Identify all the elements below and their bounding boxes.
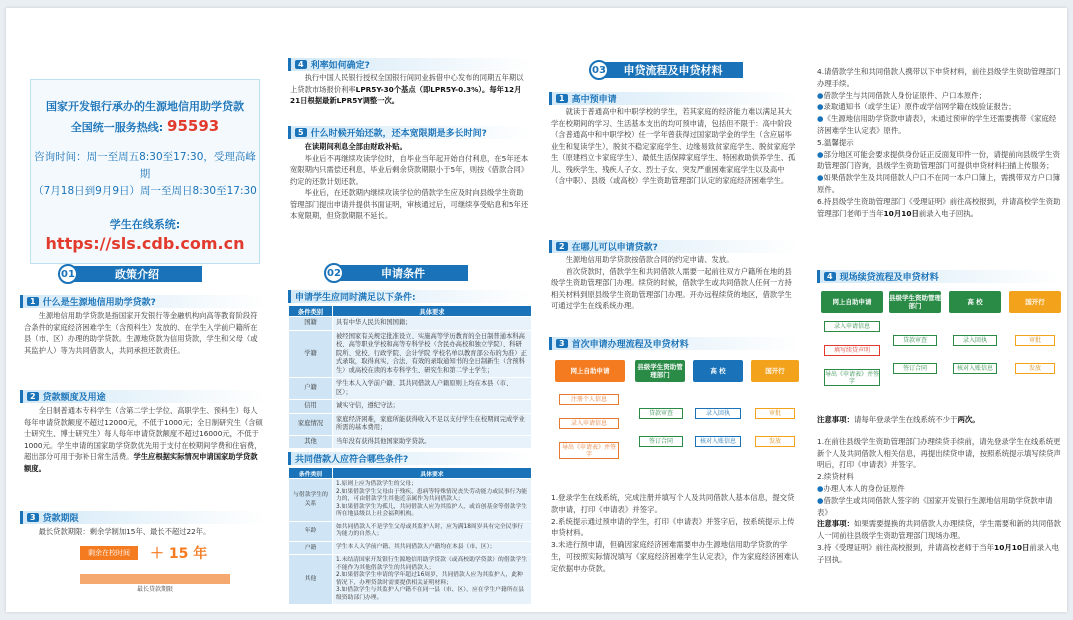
sub-number: 4 (295, 60, 307, 69)
sub-heading-coborrower (288, 452, 532, 465)
sub-heading-where (549, 240, 799, 253)
row-value: 1.未结清国家开发银行生源地信用助学贷款（或高校助学贷款）的借款学生不能作为其他借款学生的共同借款人； 2.如果借款学生申请的学年超过16周岁，共同借款人应为其监护人，此种情况下，办理贷款时需要提供相关证明材料； 3.如借款学生与其监护人户籍不在同一县（市、区），应在学生户籍所在县级资助部门办理。 (333, 555, 532, 605)
bullet-icon: ● (817, 102, 824, 112)
sub-title: 什么时候开始还款，还本宽限期是多长时间? (310, 129, 487, 139)
sub-number: 2 (27, 392, 39, 401)
step-3-date: 10月10日 (994, 542, 1030, 552)
list-item (817, 495, 1061, 519)
amount-text-a: 全日制普通本专科学生（含第二学士学位、高职学生、预科生）每人每年申请贷款额度不超过12000元，不低于1000元；全日制研究生（含硕士研究生、博士研究生）每人每年申请贷款额度不超过16000元，不低于1000元。学生申请的国家助学贷款优先用于支付在校期间学费和住宿费，超出部分可用于弥补日常生活费。 (24, 406, 263, 461)
list-item (817, 172, 1061, 196)
section-number: 02 (324, 263, 344, 283)
max-term-bar (80, 574, 230, 584)
bullet-icon: ● (817, 114, 824, 124)
row-value: 1.原则上应为借款学生的父母； 2.如果借款学生父母由于残疾、患病等特殊情况丧失劳动能力或民事行为能力的，可由借款学生其他近亲属作为共同借款人； 3.如果借款学生为孤儿，共同借款人应为其监护人，或首创基金等借款学生所在地县级以上社会福利机构。 (333, 479, 532, 522)
step-3-c: 前录入电子回执。 (817, 542, 1059, 564)
flow-header: 国开行 (1009, 291, 1061, 313)
row-value: 学生本人入学前户籍、其共同借款人户籍均在本县（市、区）； (333, 541, 532, 555)
sub-title: 首次申请办理流程及申贷材料 (571, 340, 689, 350)
note-1 (817, 414, 1061, 426)
table-row (289, 479, 532, 522)
flow-step: 贷款审查 (639, 408, 683, 419)
term-diagram (80, 546, 230, 596)
row-value: 诚实守信，遵纪守法； (333, 400, 532, 414)
section-number: 01 (58, 264, 78, 284)
bullet-text: 办理人本人的身份证原件 (823, 483, 905, 493)
sub-heading-student-conditions (288, 290, 532, 303)
repay-lead-text: 在读期间利息全部由财政补贴。 (304, 142, 407, 151)
sub-title: 现场续贷流程及申贷材料 (839, 273, 939, 283)
sub-title: 贷款期限 (42, 514, 79, 524)
renewal-step-2: 2.续贷材料 (817, 472, 854, 482)
panel-process (541, 8, 806, 612)
row-key: 户籍 (289, 541, 333, 555)
sub-number: 1 (556, 94, 568, 103)
hotline-label: 全国统一服务热线: (70, 121, 164, 134)
row-key: 年龄 (289, 521, 333, 541)
flow-header: 网上自助申请 (555, 360, 625, 382)
table-row (289, 413, 532, 435)
section-label: 申请条件 (338, 265, 468, 281)
sub-title: 申请学生应同时满足以下条件: (295, 293, 416, 303)
flow-step: 导出《申请表》并签字 (825, 370, 880, 385)
sub-title: 利率如何确定? (310, 61, 370, 71)
flow-header: 高 校 (693, 360, 743, 382)
sub-number: 5 (295, 128, 307, 137)
sub-number: 4 (824, 272, 836, 281)
flow-step: 发放 (755, 436, 795, 447)
sub-number: 2 (556, 242, 568, 251)
repay-text-a: 毕业后不再继续攻读学位时，自毕业当年起开始自付利息，在5年还本宽限期内只需偿还利息，毕业后剩余贷款期限小于5年，则按《借款合同》约定的还款计划还款。 (290, 153, 529, 186)
table-row (289, 317, 532, 331)
bullet-icon: ● (817, 495, 824, 505)
bullet-text: 如果借款学生及共同借款人户口不在同一本户口簿上，需携带双方户口簿原件。 (817, 173, 1060, 194)
table-row (289, 330, 532, 378)
table-row (289, 435, 532, 449)
step-3-a: 3.持《受理证明》前往高校报到，并请高校老师于当年 (817, 542, 995, 552)
flow-header: 高 校 (949, 291, 1001, 313)
flow-step: 填写续贷声明 (824, 345, 880, 356)
note-text: 如果需要提换的共同借款人办理续贷，学生需要和新的共同借款人一同前往县级学生资助管理部门现场办理。 (817, 519, 1061, 541)
section-02-title (324, 263, 468, 283)
bullet-text: 录取通知书（或学生证）原件或学信网学籍在线验证报告； (823, 102, 1016, 112)
step-item: 2.系统提示通过预申请的学生，打印《申请表》并签字后，按系统提示上传申贷材料。 (551, 516, 795, 538)
sub-title: 贷款额度及用途 (42, 393, 106, 403)
row-key: 其他 (289, 435, 333, 449)
step-6 (817, 196, 1061, 220)
table-row (289, 400, 532, 414)
step-item: 1.登录学生在线系统，完成注册并填写个人及共同借款人基本信息，提交贷款申请，打印《申请表》并签字。 (551, 493, 795, 514)
web-url-link[interactable]: https://sls.cdb.com.cn (45, 234, 245, 253)
step-6-date: 10月10日 (883, 208, 919, 218)
note-text: 请每年登录学生在线系统不少于 (853, 415, 958, 424)
panel-conditions (282, 8, 536, 612)
rate-text (290, 72, 530, 107)
table-row (289, 378, 532, 400)
sub-number: 3 (556, 339, 568, 348)
bullet-icon: ● (817, 483, 824, 493)
contact-box (30, 79, 260, 264)
table-row (289, 541, 532, 555)
panel-materials (811, 8, 1067, 612)
row-value: 家庭经济困难，家庭所能获得收入不足以支付学生在校期间完成学业所需的基本费用； (333, 413, 532, 435)
section-03-title (589, 60, 743, 80)
rate-text-b: LPR5Y-30个基点（即LPR5Y-0.3%）。每年12月21日根据最新LPR5Y调整一次。 (290, 84, 522, 105)
amount-text (24, 405, 264, 474)
flow-step: 核对入账信息 (953, 363, 997, 374)
sub-heading-repay (288, 126, 532, 139)
section-number: 03 (589, 60, 609, 80)
repay-text (290, 141, 530, 222)
row-key: 学籍 (289, 330, 333, 378)
section-label: 政策介绍 (72, 266, 202, 282)
sub-number: 1 (27, 297, 39, 306)
sub-heading-pre-apply (549, 92, 799, 105)
coborrower-conditions-table (288, 467, 532, 605)
remaining-time-box: 剩余在校时间 (80, 546, 138, 560)
sub-heading-renewal (817, 270, 1061, 283)
row-value: 具有中华人民共和国国籍； (333, 317, 532, 331)
bullet-icon: ● (817, 90, 824, 100)
row-key: 户籍 (289, 378, 333, 400)
row-key: 其他 (289, 555, 333, 605)
where-text-a: 生源地信用助学贷款按借款合同的约定申请、发放。 (565, 255, 734, 264)
flow-step: 审批 (755, 408, 795, 419)
sub-heading-amount (20, 390, 266, 403)
hours-line-1: 咨询时间：周一至周五8:30至17:30，受理高峰期 (34, 151, 256, 180)
flow-header: 县级学生资助管理部门 (635, 360, 685, 382)
flow-step: 录入申请信息 (824, 321, 880, 332)
sub-number: 3 (27, 513, 39, 522)
col-header: 具体要求 (333, 468, 532, 479)
bullet-text: 借款学生与共同借款人身份证原件、户口本原件； (823, 90, 987, 100)
col-header: 具体要求 (333, 306, 532, 317)
list-item (817, 90, 1061, 102)
row-value: 学生本人入学前户籍、其共同借款人户籍原则上均在本县（市、区）； (333, 378, 532, 400)
step-6-c: 前录入电子回执。 (918, 208, 979, 218)
materials-list (817, 66, 1061, 219)
flow-step: 录入回执 (953, 335, 997, 346)
note-2 (817, 518, 1061, 542)
student-conditions-table (288, 305, 532, 449)
flow-step: 核对入账信息 (695, 436, 741, 447)
flow-step: 签订合同 (893, 363, 937, 374)
hotline-line (31, 117, 259, 135)
panel-policy (6, 8, 276, 612)
sub-title: 在哪儿可以申请贷款? (571, 243, 658, 253)
bullet-icon: ● (817, 149, 824, 159)
list-item (817, 149, 1061, 173)
sub-heading-what (20, 295, 266, 308)
flow-step: 导出《申请表》并签字 (559, 442, 619, 459)
amount-text-b: 学生应根据实际情况申请国家助学贷款额度。 (24, 452, 258, 473)
flow-header: 国开行 (751, 360, 799, 382)
row-key: 信用 (289, 400, 333, 414)
renewal-step-3 (817, 542, 1061, 566)
flow-step: 贷款审查 (893, 335, 937, 346)
list-item (817, 483, 1061, 495)
note-label: 注意事项： (817, 519, 854, 529)
row-key: 家庭情况 (289, 413, 333, 435)
row-value: 如共同借款人不是学生父母或其监护人时，应为满18周岁具有完全民事行为能力的自然人； (333, 521, 532, 541)
first-apply-flowchart (555, 360, 799, 480)
web-label: 学生在线系统: (109, 218, 181, 231)
sub-title: 什么是生源地信用助学贷款? (42, 298, 156, 308)
flow-step: 录入回执 (695, 408, 741, 419)
row-key: 国籍 (289, 317, 333, 331)
term-text: 最长贷款期限：剩余学制加15年、最长不超过22年。 (38, 527, 211, 536)
max-term-label: 最长贷款期限 (136, 586, 173, 593)
sub-title: 高中预申请 (571, 95, 617, 105)
renewal-flowchart (821, 291, 1061, 401)
section-01-title (58, 264, 202, 284)
first-apply-steps (551, 492, 799, 575)
flow-step: 发放 (1015, 363, 1055, 374)
table-row (289, 555, 532, 605)
flow-step: 签订合同 (639, 436, 683, 447)
flow-step: 注册个人信息 (559, 394, 619, 405)
flow-step: 录入申请信息 (559, 418, 619, 429)
sub-heading-rate (288, 58, 532, 71)
where-text (551, 254, 799, 312)
list-item (817, 101, 1061, 113)
contact-title: 国家开发银行承办的生源地信用助学贷款 (46, 100, 244, 113)
row-key: 与借款学生的关系 (289, 479, 333, 522)
step-item: 3.未进行预申请，但确因家庭经济困难需要申办生源地信用助学贷款的学生，可按照实际情况填写《家庭经济困难学生认定表》，作为家庭经济困难认定依据申办贷款。 (551, 540, 799, 573)
row-value: 被经国家有关规定批准设立、实施高等学历教育的全日制普通本科高校、高等职业学校和高等专科学校（含民办高校和独立学院）、科研院所、党校、行政学院、会计学院 学校名单以教育部公布的为准）正式录取，取得真实、合法、有效的录取通知书的全日制新生（含预科生）或高校在读的本专科学生、研究生和第二学士学生； (333, 330, 532, 378)
section-label: 申贷流程及申贷材料 (603, 62, 743, 78)
step-4-intro: 4.请借款学生和共同借款人携带以下申贷材料，前往县级学生资助管理部门办理手续。 (817, 67, 1061, 88)
hours-line-2: （7月18日到9月9日）周一至周日8:30至17:30 (33, 185, 257, 197)
flow-step: 审批 (1015, 335, 1055, 346)
flow-header: 县级学生资助管理部门 (889, 291, 941, 313)
warm-tip-heading: 5.温馨提示 (817, 137, 854, 147)
renewal-step-1: 1.在前往县级学生资助管理部门办理续贷手续前，请先登录学生在线系统更新个人及共同借款人相关信息，再提出续贷申请，按照系统提示填写续贷声明后，打印《申请表》并签字。 (817, 436, 1061, 470)
brochure-sheet (6, 8, 1067, 612)
hotline-number[interactable]: 95593 (167, 117, 220, 135)
step-6-a: 6.持县级学生资助管理部门《受理证明》前往高校报到，并请高校学生资助管理部门老师于当年 (817, 196, 1061, 218)
where-text-b: 首次贷款时，借款学生和共同借款人需要一起前往双方户籍所在地的县级学生资助管理部门办理。续贷的时候，借款学生或共同借款人任何一方持相关材料到原县级学生资助管理部门办理。开办远程续贷的地区，借款学生可通过学生在线系统办理。 (551, 266, 792, 310)
bullet-icon: ● (817, 173, 824, 183)
rate-text-a: 执行中国人民银行授权全国银行间同业拆借中心发布的同期五年期以上贷款市场报价利率 (290, 73, 524, 94)
list-item (817, 113, 1061, 137)
col-header: 条件类别 (289, 306, 333, 317)
table-row (289, 521, 532, 541)
row-value: 当年没有获得其他国家助学贷款。 (333, 435, 532, 449)
col-header: 条件类别 (289, 468, 333, 479)
note-label: 注意事项： (817, 415, 854, 424)
repay-lead (290, 141, 530, 153)
what-text: 生源地信用助学贷款是指国家开发银行等金融机构向高等教育阶段符合条件的家庭经济困难学生（含预科生）发放的、在学生入学前户籍所在县（市、区）办理的助学贷款。生源地贷款为信用贷款，学生和父母（或其监护人）等为共同借款人，共同承担还款责任。 (24, 311, 258, 355)
sub-heading-term (20, 511, 266, 524)
note-bold: 两次。 (957, 415, 980, 424)
renewal-notes (817, 414, 1061, 566)
bullet-text: 部分地区可能会要求提供身份证正反面复印件一份，请提前向县级学生资助管理部门咨询，县级学生资助管理部门可提供申贷材料扫描上传服务； (817, 149, 1060, 171)
flow-header: 网上自助申请 (821, 291, 883, 313)
sub-heading-first-apply (549, 337, 799, 350)
repay-text-b: 毕业后，在还款期内继续攻读学位的借款学生应及时向县级学生资助管理部门提出申请并提供书面证明，审核通过后，可继续享受贴息和5年还本宽限期，但贷款期限不延长。 (290, 188, 529, 220)
consult-hours (31, 149, 259, 200)
plus-fifteen: ＋ 15 年 (150, 546, 208, 562)
bullet-text: 借款学生或共同借款人签字的《国家开发银行生源地信用助学贷款申请表》 (817, 495, 1053, 517)
bullet-text: 《生源地信用助学贷款申请表》，未通过预审的学生还需要携带《家庭经济困难学生认定表》原件。 (817, 114, 1057, 135)
pre-apply-text: 就读于普通高中和中职学校的学生，若其家庭的经济能力难以满足其大学在校期间的学习、生活基本支出的均可预申请，包括但不限于：高中阶段（含普通高中和中职学校）任一学年曾获得过国家助学金的学生（含应届毕业生和复读学生），脱贫不稳定家庭学生、边缘易致贫家庭学生、脱贫家庭学生（原建档立卡家庭学生）、最低生活保障家庭学生、特困救助供养学生、孤儿、残疾学生、残疾人子女、烈士子女、突发严重困难家庭学生以及高中（含中职）、县级（或高校）学生资助管理部门认定的家庭经济困难学生。 (551, 107, 796, 185)
sub-title: 共同借款人应符合哪些条件? (295, 455, 409, 465)
